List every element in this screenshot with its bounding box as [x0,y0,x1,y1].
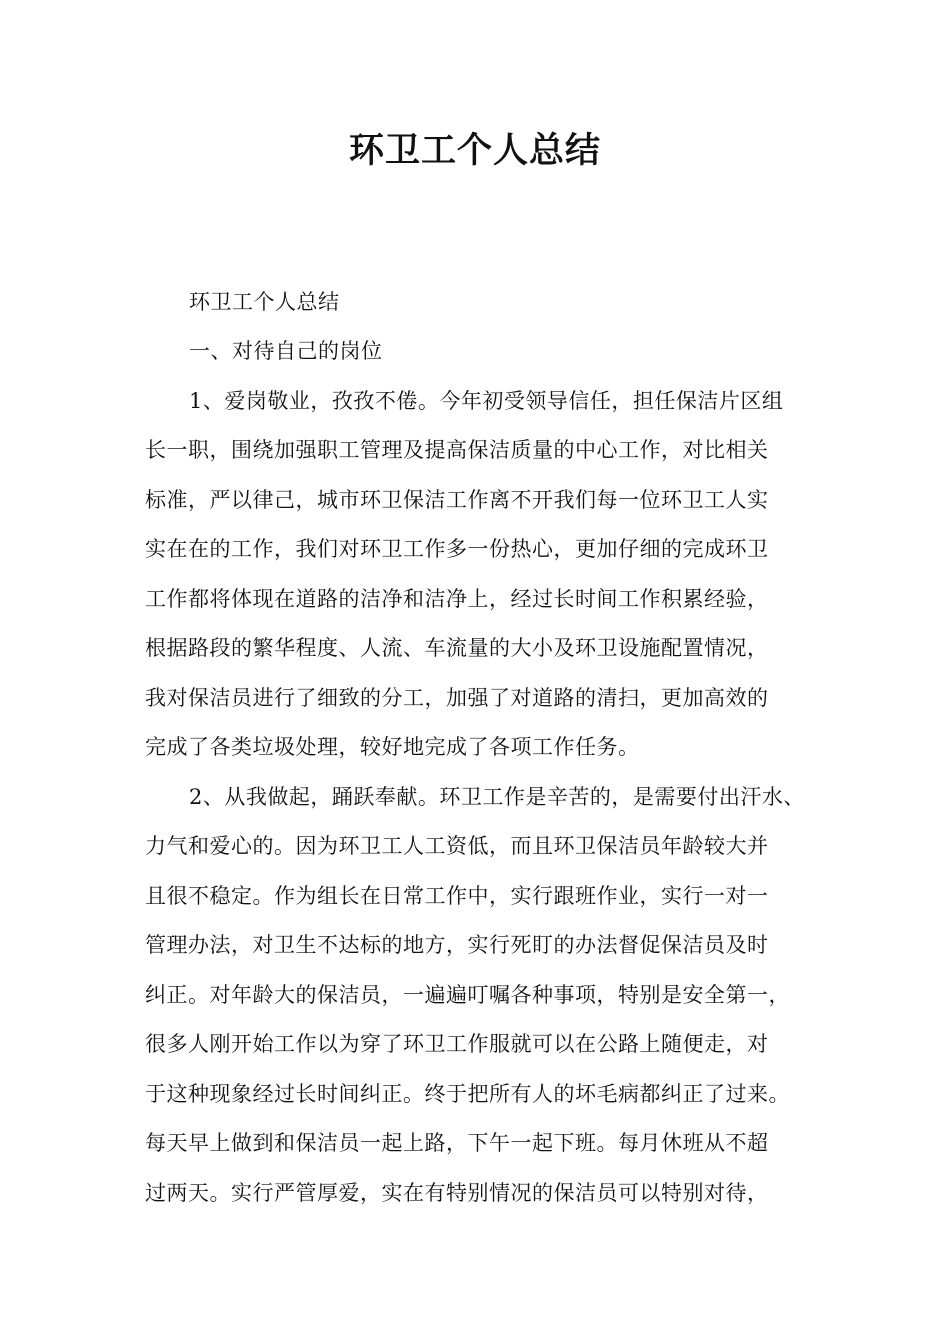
paragraph-line: 1、爱岗敬业，孜孜不倦。今年初受领导信任，担任保洁片区组 [189,389,784,413]
paragraph-line: 很多人刚开始工作以为穿了环卫工作服就可以在公路上随便走，对 [145,1032,769,1056]
subtitle-line: 环卫工个人总结 [189,290,340,314]
paragraph-line: 完成了各类垃圾处理，较好地完成了各项工作任务。 [145,735,640,759]
paragraph-line: 过两天。实行严管厚爱，实在有特别情况的保洁员可以特别对待， [145,1181,769,1205]
paragraph-line: 每天早上做到和保洁员一起上路，下午一起下班。每月休班从不超 [145,1131,769,1155]
section-heading: 一、对待自己的岗位 [189,339,383,363]
paragraph-line: 2、从我做起，踊跃奉献。环卫工作是辛苦的，是需要付出汗水、 [189,785,805,809]
document-title: 环卫工个人总结 [348,130,601,171]
paragraph-line: 根据路段的繁华程度、人流、车流量的大小及环卫设施配置情况， [145,636,769,660]
paragraph-line: 且很不稳定。作为组长在日常工作中，实行跟班作业，实行一对一 [145,884,769,908]
paragraph-line: 长一职，围绕加强职工管理及提高保洁质量的中心工作，对比相关 [145,438,769,462]
paragraph-line: 我对保洁员进行了细致的分工，加强了对道路的清扫，更加高效的 [145,686,769,710]
paragraph-line: 于这种现象经过长时间纠正。终于把所有人的坏毛病都纠正了过来。 [145,1082,790,1106]
paragraph-line: 力气和爱心的。因为环卫工人工资低，而且环卫保洁员年龄较大并 [145,834,769,858]
paragraph-line: 纠正。对年龄大的保洁员，一遍遍叮嘱各种事项，特别是安全第一， [145,983,790,1007]
paragraph-line: 实在在的工作，我们对环卫工作多一份热心，更加仔细的完成环卫 [145,537,769,561]
paragraph-line: 管理办法，对卫生不达标的地方，实行死盯的办法督促保洁员及时 [145,933,769,957]
paragraph-line: 标准，严以律己，城市环卫保洁工作离不开我们每一位环卫工人实 [145,488,769,512]
paragraph-line: 工作都将体现在道路的洁净和洁净上，经过长时间工作积累经验， [145,587,769,611]
